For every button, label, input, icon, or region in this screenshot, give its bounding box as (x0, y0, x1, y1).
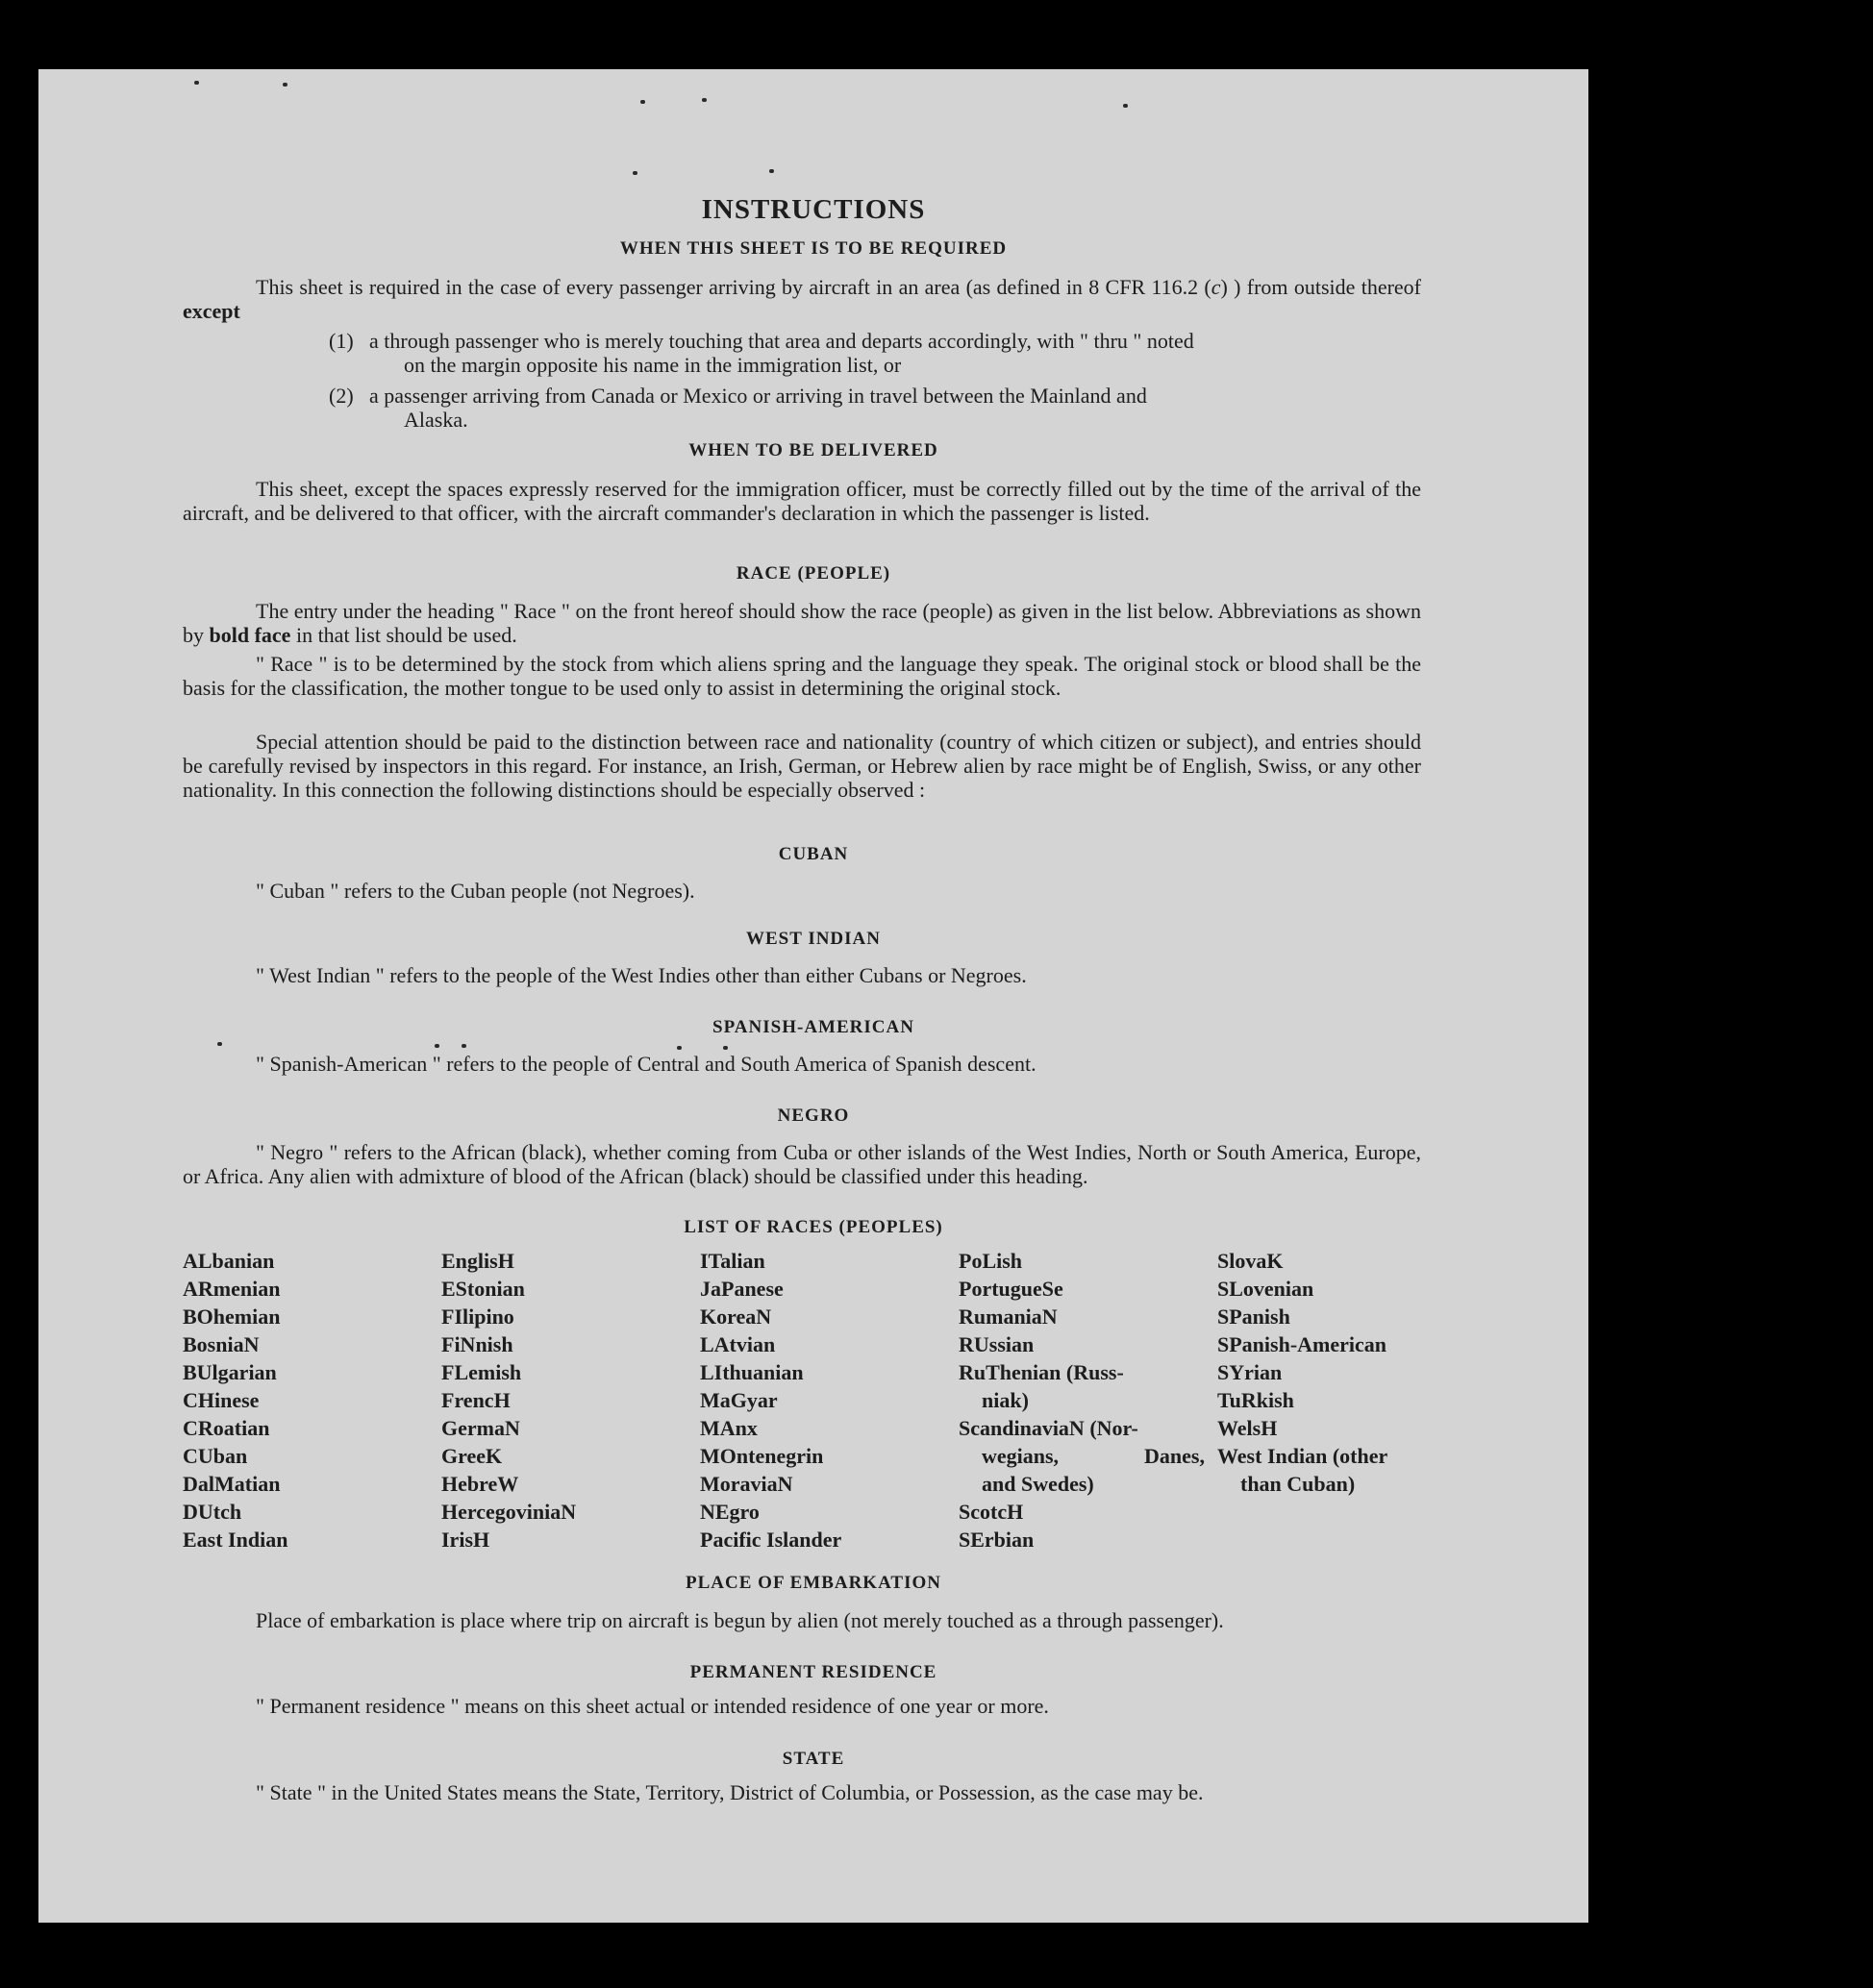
race-list-item: BUlgarian (183, 1360, 277, 1384)
scan-speck (633, 171, 637, 175)
race-list-item: KoreaN (700, 1305, 772, 1329)
race-list-item: PortugueSe (959, 1277, 1063, 1301)
race-list-item: DalMatian (183, 1472, 281, 1496)
race-list-item: PoLish (959, 1249, 1023, 1273)
race-list-item: IrisH (441, 1528, 490, 1552)
race-list-item: ARmenian (183, 1277, 281, 1301)
race-p1-part-a: The entry under the heading " Race " on the front hereof should show the race (people) as given in the list below. Abbreviations as shown by (183, 599, 1421, 647)
race-list-item: HercegoviniaN (441, 1500, 577, 1524)
embarkation-text: Place of embarkation is place where trip on aircraft is begun by alien (not merely touched as a through passenger). (256, 1608, 1224, 1632)
race-list-item: GreeK (441, 1444, 503, 1468)
item-text-line-1: a through passenger who is merely touching that area and departs accordingly, with " thru " noted (369, 329, 1194, 353)
spanish-american-text: " Spanish-American " refers to the people of Central and South America of Spanish descent. (256, 1052, 1036, 1076)
section-heading-races-list: LIST OF RACES (PEOPLES) (684, 1217, 943, 1237)
page-title: INSTRUCTIONS (701, 194, 926, 225)
instruction-sheet (38, 69, 1588, 1923)
section-heading-race: RACE (PEOPLE) (736, 563, 891, 584)
scan-speck (640, 100, 645, 104)
race-list-item: ITalian (700, 1249, 765, 1273)
race-list-item: MaGyar (700, 1388, 778, 1412)
race-list-item: SPanish-American (1217, 1332, 1386, 1356)
races-column-3 (700, 1247, 960, 1553)
scan-speck (702, 98, 707, 102)
section-heading-delivered: WHEN TO BE DELIVERED (688, 440, 938, 460)
race-list-item: DUtch (183, 1500, 242, 1524)
race-list-item: RuThenian (Russ- (959, 1360, 1124, 1384)
negro-text: " Negro " refers to the African (black), whether coming from Cuba or other islands of the West Indies, North or South America, Europe, or Africa. Any alien with admixture of blood of the African (black) should be classified under this heading. (183, 1140, 1421, 1188)
state-text: " State " in the United States means the State, Territory, District of Columbia, or Possession, as the case may be. (256, 1780, 1204, 1804)
race-list-item: FIlipino (441, 1305, 514, 1329)
race-list-item: FLemish (441, 1360, 522, 1384)
race-list-item: WelsH (1217, 1416, 1278, 1440)
race-list-item: BosniaN (183, 1332, 260, 1356)
races-column-5 (1217, 1247, 1477, 1498)
race-list-item: HebreW (441, 1472, 519, 1496)
race-list-item: RUssian (959, 1332, 1035, 1356)
race-paragraph-2: " Race " is to be determined by the stock from which aliens spring and the language they speak. The original stock or blood shall be the basis for the classification, the mother tongue to be used only to assist in determining the original stock. (183, 652, 1421, 700)
race-list-item: East Indian (183, 1528, 288, 1552)
scan-speck (435, 1044, 439, 1048)
race-list-item: EStonian (441, 1277, 525, 1301)
residence-text: " Permanent residence " means on this sheet actual or intended residence of one year or more. (256, 1694, 1049, 1718)
race-list-item: ScotcH (959, 1500, 1024, 1524)
required-intro-part-b: ) ) from outside thereof (1220, 275, 1422, 299)
races-column-4 (959, 1247, 1218, 1553)
section-heading-embarkation: PLACE OF EMBARKATION (686, 1573, 941, 1593)
race-list-item: CUban (183, 1444, 248, 1468)
race-paragraph-1 (183, 599, 1421, 647)
race-list-item: CHinese (183, 1388, 260, 1412)
race-list-item: RumaniaN (959, 1305, 1058, 1329)
race-list-item: SYrian (1217, 1360, 1283, 1384)
race-list-item: MAnx (700, 1416, 758, 1440)
race-list-item: EnglisH (441, 1249, 514, 1273)
race-list-item-continued: and Swedes) (982, 1472, 1094, 1496)
races-column-2 (441, 1247, 701, 1553)
cuban-text: " Cuban " refers to the Cuban people (not Negroes). (256, 879, 695, 903)
race-list-item: SErbian (959, 1528, 1035, 1552)
section-heading-state: STATE (782, 1749, 845, 1769)
section-heading-cuban: CUBAN (778, 844, 849, 864)
section-heading-residence: PERMANENT RESIDENCE (689, 1662, 937, 1682)
race-paragraph-3: Special attention should be paid to the distinction between race and nationality (country of which citizen or subject), and entries should be carefully revised by inspectors in this regard. For instance, an Irish, German, or Hebrew alien by race might be of English, Swiss, or any other nationality. In this connection the following distinctions should be especially observed : (183, 730, 1421, 802)
race-list-item: Pacific Islander (700, 1528, 842, 1552)
race-p1-bold: bold face (209, 623, 291, 647)
item-text-line-1: a passenger arriving from Canada or Mexico or arriving in travel between the Mainland and (369, 384, 1147, 408)
required-intro-part-a: This sheet is required in the case of every passenger arriving by aircraft in an area (as defined in 8 CFR 116.2 ( (256, 275, 1211, 299)
item-number: (2) (329, 384, 354, 408)
required-item-2 (329, 384, 1421, 432)
race-list-item: CRoatian (183, 1416, 270, 1440)
section-heading-west-indian: WEST INDIAN (746, 929, 881, 949)
race-list-item: SLovenian (1217, 1277, 1314, 1301)
race-list-item-continued (959, 1442, 1218, 1470)
scan-speck (283, 83, 287, 87)
race-list-item: GermaN (441, 1416, 520, 1440)
section-heading-negro: NEGRO (777, 1106, 850, 1126)
race-list-item: FiNnish (441, 1332, 513, 1356)
race-list-item: ScandinaviaN (Nor- (959, 1416, 1138, 1440)
race-list-item: SPanish (1217, 1305, 1290, 1329)
scan-speck (723, 1046, 728, 1050)
race-list-item: West Indian (other (1217, 1444, 1388, 1468)
race-list-item: NEgro (700, 1500, 760, 1524)
scan-speck (769, 169, 774, 173)
item-number: (1) (329, 329, 354, 353)
required-item-1 (329, 329, 1421, 377)
race-list-item: LIthuanian (700, 1360, 804, 1384)
delivered-text: This sheet, except the spaces expressly reserved for the immigration officer, must be correctly filled out by the time of the arrival of the aircraft, and be delivered to that officer, with the aircraft commander's declaration in which the passenger is listed. (183, 477, 1421, 525)
race-list-item-continued: than Cuban) (1240, 1472, 1356, 1496)
scan-speck (462, 1044, 466, 1048)
race-list-item: FrencH (441, 1388, 511, 1412)
race-list-item: TuRkish (1217, 1388, 1294, 1412)
race-list-item: ALbanian (183, 1249, 275, 1273)
west-indian-text: " West Indian " refers to the people of the West Indies other than either Cubans or Negroes. (256, 963, 1027, 987)
race-list-item: BOhemian (183, 1305, 281, 1329)
race-list-item: JaPanese (700, 1277, 784, 1301)
race-list-item-continued: niak) (982, 1388, 1029, 1412)
race-p1-part-b: in that list should be used. (290, 623, 517, 647)
races-column-1 (183, 1247, 442, 1553)
race-list-item: MOntenegrin (700, 1444, 824, 1468)
race-list-item-continued-text: wegians, Danes, (982, 1444, 1205, 1468)
race-list-item: MoraviaN (700, 1472, 793, 1496)
scan-speck (217, 1042, 222, 1046)
item-text-line-2: on the margin opposite his name in the immigration list, or (404, 353, 902, 377)
required-intro-italic: c (1211, 275, 1221, 299)
scan-speck (194, 81, 199, 85)
scan-speck (677, 1046, 682, 1050)
scan-speck (1123, 104, 1128, 108)
required-intro (183, 275, 1421, 323)
item-text-line-2: Alaska. (404, 408, 468, 432)
section-heading-required: WHEN THIS SHEET IS TO BE REQUIRED (619, 238, 1008, 259)
race-list-item: SlovaK (1217, 1249, 1284, 1273)
section-heading-spanish-american: SPANISH-AMERICAN (712, 1017, 914, 1037)
race-list-item: LAtvian (700, 1332, 776, 1356)
required-intro-except: except (183, 299, 240, 323)
